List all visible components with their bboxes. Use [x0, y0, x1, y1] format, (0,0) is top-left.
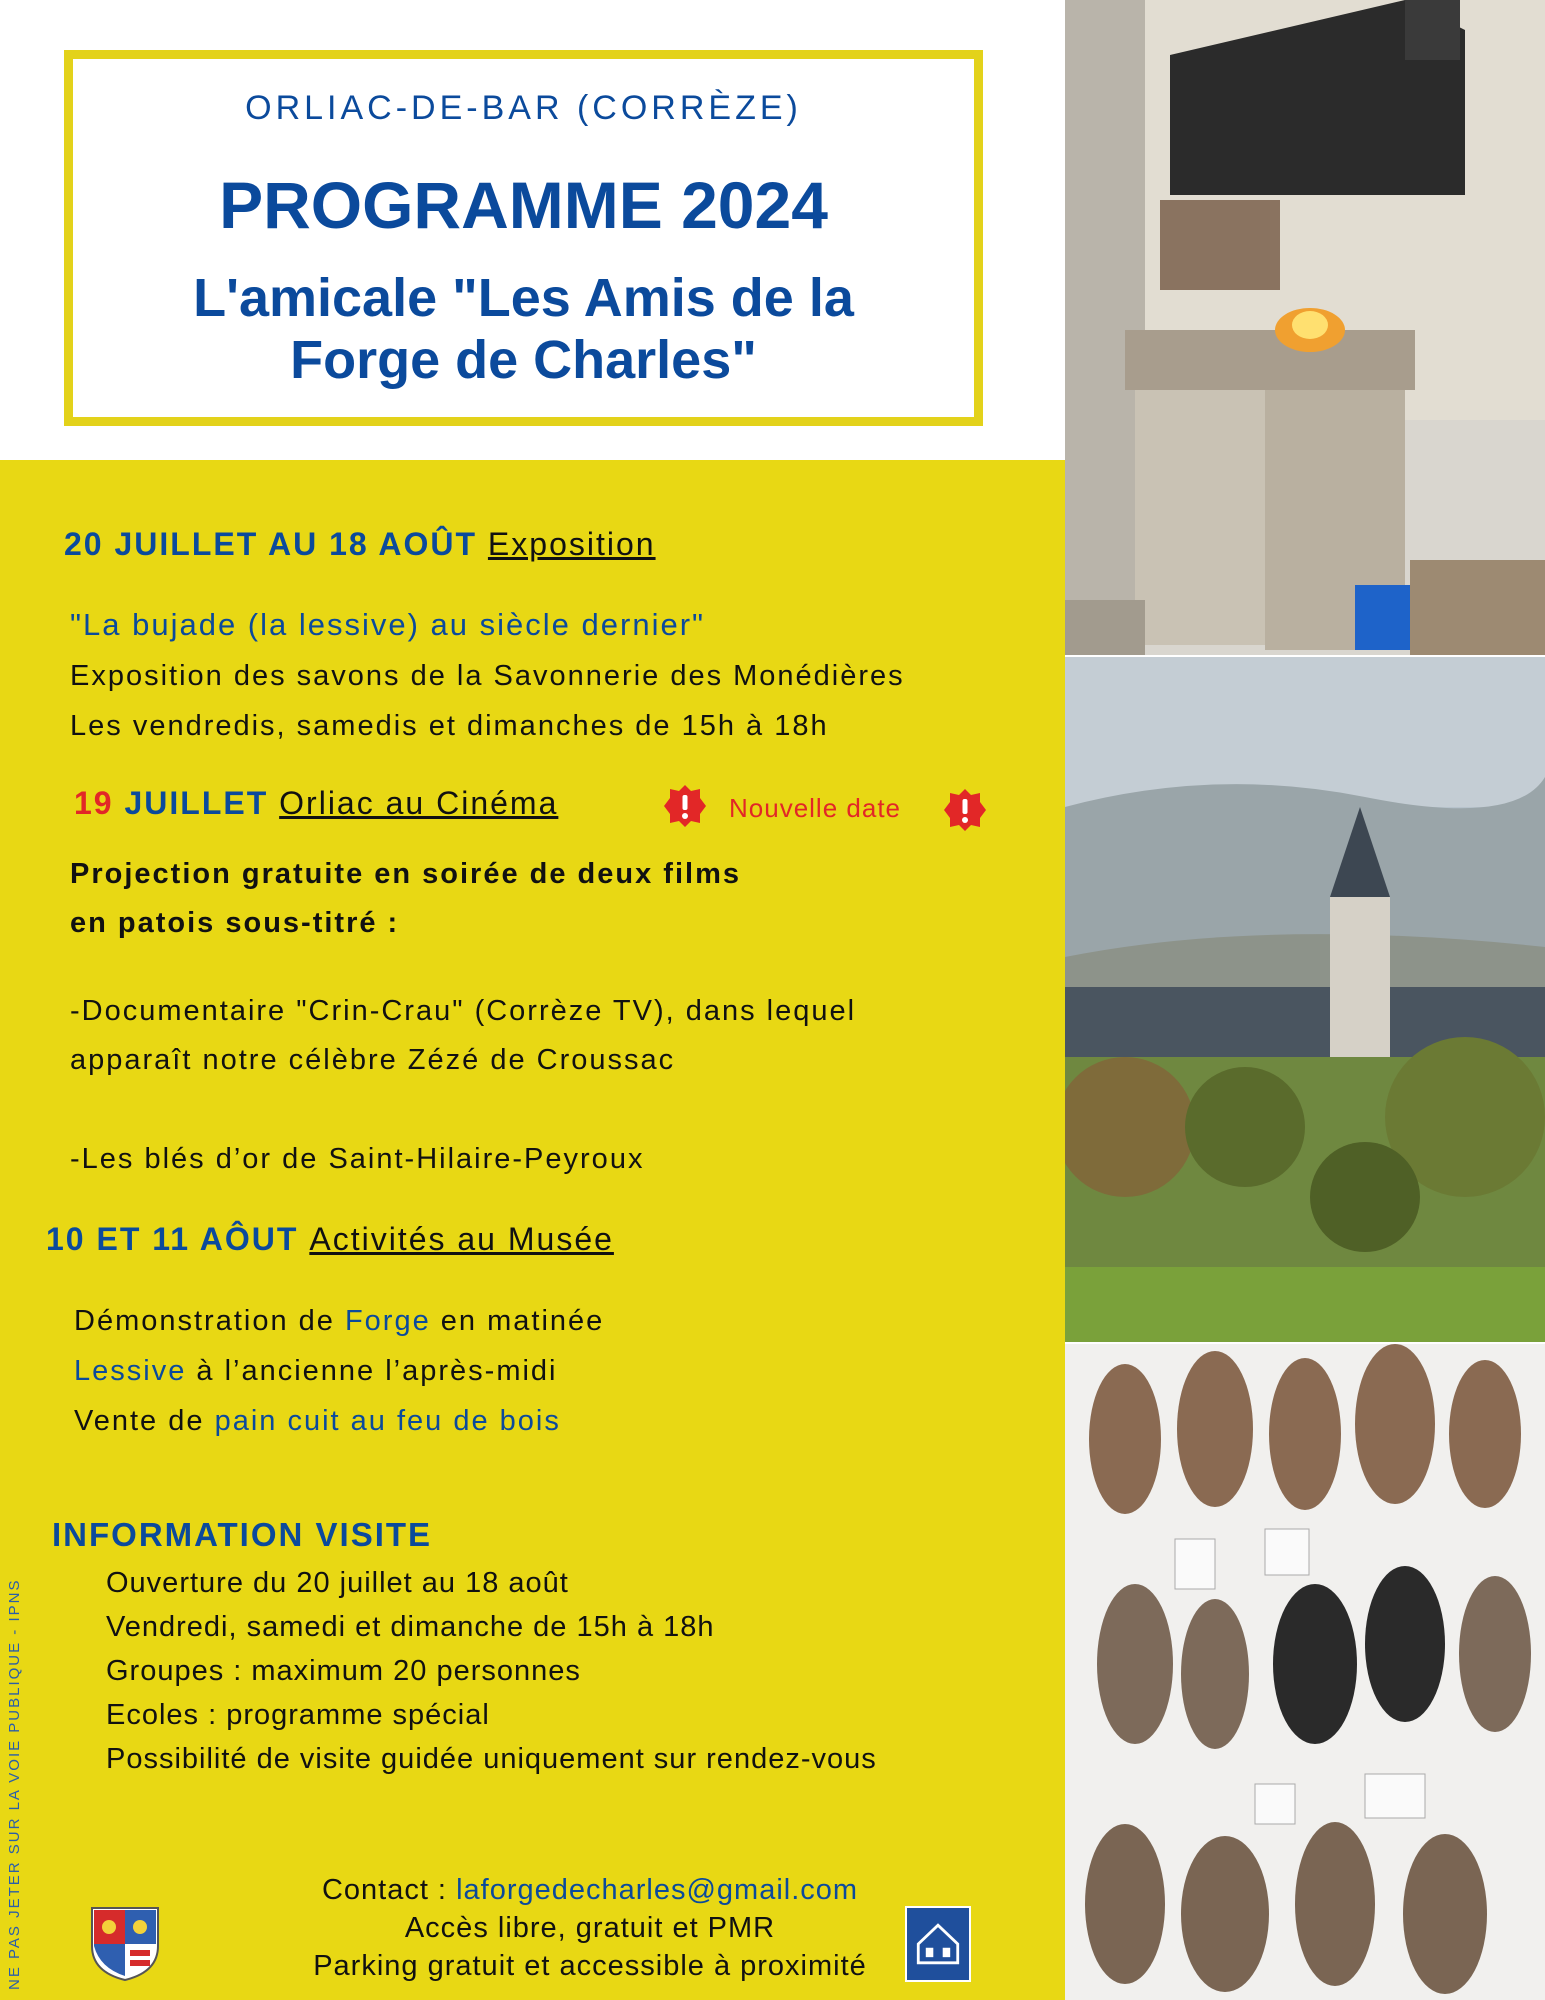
event1-title: Exposition	[487, 526, 656, 562]
association-line-2: Forge de Charles"	[290, 330, 757, 390]
event3-line1-highlight: Forge	[344, 1305, 431, 1337]
place-name: ORLIAC-DE-BAR (CORRÈZE)	[245, 89, 802, 127]
alert-icon	[663, 784, 707, 828]
event1-date: 20 JUILLET AU 18 AOÛT	[64, 526, 478, 562]
ipns-notice: NE PAS JETER SUR LA VOIE PUBLIQUE - IPNS	[6, 1578, 23, 1990]
clogs-photo	[1065, 1344, 1545, 2000]
event3-line3-text: Vente de	[74, 1405, 215, 1437]
event2-line2: en patois sous-titré :	[70, 907, 400, 939]
event3-line1-text: Démonstration de	[74, 1305, 345, 1337]
event2-heading	[74, 785, 558, 822]
info-line: Vendredi, samedi et dimanche de 15h à 18h	[106, 1611, 715, 1643]
contact-label: Contact :	[321, 1874, 457, 1906]
event3-line2	[74, 1355, 557, 1388]
film1-line2: apparaît notre célèbre Zézé de Croussac	[70, 1044, 676, 1076]
info-line: Groupes : maximum 20 personnes	[106, 1655, 581, 1687]
event2-day: 19	[74, 785, 114, 821]
info-heading: INFORMATION VISITE	[52, 1516, 433, 1553]
event3-line3	[74, 1405, 561, 1438]
access-line: Accès libre, gratuit et PMR	[404, 1912, 776, 1944]
event3-line2-highlight: Lessive	[74, 1355, 187, 1387]
info-line: Possibilité de visite guidée uniquement sur rendez-vous	[106, 1743, 877, 1775]
page-title: PROGRAMME 2024	[219, 168, 828, 242]
event1-line2: Les vendredis, samedis et dimanches de 15h à 18h	[70, 710, 829, 742]
event3-line1-end: en matinée	[430, 1305, 605, 1337]
event1-heading	[64, 526, 656, 563]
contact-email-link[interactable]: laforgedecharles@gmail.com	[456, 1874, 859, 1906]
contact-line	[200, 1874, 980, 1907]
info-line: Ouverture du 20 juillet au 18 août	[106, 1567, 569, 1599]
event3-heading	[46, 1221, 614, 1258]
event3-title: Activités au Musée	[309, 1221, 614, 1257]
house-icon	[907, 1908, 969, 1980]
event3-line3-highlight: pain cuit au feu de bois	[214, 1405, 561, 1437]
event2-month: JUILLET	[124, 785, 269, 821]
photo-column	[1065, 0, 1545, 2000]
coat-of-arms-logo	[90, 1906, 160, 1982]
event3-date: 10 ET 11 AÔUT	[46, 1221, 299, 1257]
title-box	[64, 50, 983, 426]
event2-line1: Projection gratuite en soirée de deux films	[70, 858, 741, 890]
event1-subtitle: "La bujade (la lessive) au siècle dernier"	[70, 607, 706, 642]
association-line-1: L'amicale "Les Amis de la	[193, 268, 854, 328]
film2: -Les blés d’or de Saint-Hilaire-Peyroux	[70, 1143, 645, 1175]
association-name	[113, 267, 934, 391]
event1-line1: Exposition des savons de la Savonnerie des Monédières	[70, 660, 905, 692]
event3-line2-text: à l’ancienne l’après-midi	[186, 1355, 558, 1387]
event3-line1	[74, 1305, 604, 1338]
accessibility-label-logo	[905, 1906, 971, 1982]
parking-line: Parking gratuit et accessible à proximité	[313, 1950, 867, 1982]
event2-title: Orliac au Cinéma	[279, 785, 559, 821]
alert-icon	[943, 788, 987, 832]
new-date-badge: Nouvelle date	[729, 793, 901, 823]
forge-photo	[1065, 0, 1545, 655]
village-church-photo	[1065, 657, 1545, 1342]
info-line: Ecoles : programme spécial	[106, 1699, 490, 1731]
film1-line1: -Documentaire "Crin-Crau" (Corrèze TV), dans lequel	[70, 995, 857, 1027]
